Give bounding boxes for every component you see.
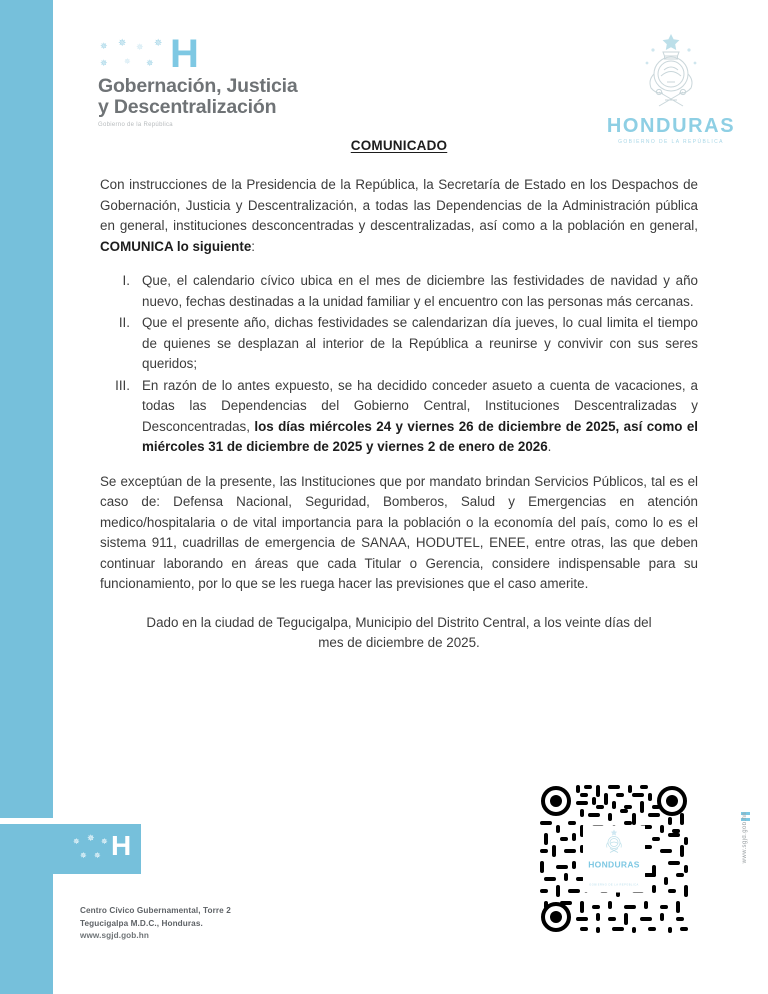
exceptions-paragraph: Se exceptúan de la presente, las Instituciones que por mandato brindan Servicios Públicos, tal es el caso de: Defensa Nacional, Seguridad, Bomberos, Salud y Emergencias en atención medico/hospitalaria o de vital importancia para la población o la economía del país, como lo es el sistema 911, cuadrillas de emergencia de SANAA, HODUTEL, ENEE, entre otras, las que deben continuar laborando en áreas que cada Titular o Gerencia, considere indispensable para su funcionamiento, por lo que se les ruega hacer las previsiones que el caso amerite. [100, 473, 698, 591]
side-website-url: www.sgjd.gob.hn [742, 812, 748, 864]
clause-emphasis-dates: los días miércoles 24 y viernes 26 de diciembre de 2025, así como el miércoles 31 de diciembre de 2025 y viernes 2 de enero de 2026 [142, 418, 698, 454]
star-icon: ✵ [80, 851, 87, 860]
star-icon: ✵ [118, 38, 127, 49]
left-accent-bar-bottom [0, 824, 53, 994]
closing-paragraph: Dado en la ciudad de Tegucigalpa, Municipio del Distrito Central, a los veinte días del mes de diciembre de 2025. [146, 614, 652, 650]
intro-emphasis: COMUNICA lo siguiente [100, 238, 252, 254]
document-body [100, 138, 698, 654]
star-icon: ✵ [101, 837, 108, 846]
footer-address [80, 905, 231, 943]
seal-tagline: GOBIERNO DE LA REPÚBLICA [618, 139, 724, 145]
list-item [100, 271, 698, 312]
clause-tail: . [547, 439, 552, 454]
address-line-2: Tegucigalpa M.D.C., Honduras. [80, 918, 203, 928]
honduras-stars-icon [98, 32, 226, 76]
qr-logo-tagline: GOBIERNO DE LA REPÚBLICA [589, 883, 639, 887]
clause-numeral: III. [115, 377, 130, 393]
star-icon: ✵ [100, 58, 108, 68]
star-icon: ✵ [73, 837, 80, 846]
star-icon: ✵ [154, 38, 163, 49]
clause-numeral: II. [118, 315, 130, 330]
list-item [100, 376, 698, 458]
clause-text: En razón de lo antes expuesto, se ha decidido conceder asueto a cuenta de vacaciones, a todas las Dependencias del Gobierno Central, Instituciones Descentralizadas y Desconcentradas, [142, 377, 698, 434]
list-item [100, 313, 698, 375]
star-icon: ✵ [146, 58, 154, 68]
clause-text: Que, el calendario cívico ubica en el mes de diciembre las festividades de navidad y año nuevo, fechas destinadas a la unidad familiar y el encuentro con las personas más cercanas. [142, 273, 698, 309]
star-icon: ✵ [87, 833, 95, 843]
document-header [53, 30, 768, 145]
ministry-title-line-1: Gobernación, Justicia [98, 75, 298, 97]
ministry-tagline: Gobierno de la República [98, 122, 173, 128]
footer-logo [53, 824, 141, 874]
star-icon: ✵ [94, 851, 101, 860]
star-icon: ✵ [136, 42, 144, 52]
footer-logo-letter: H [111, 830, 132, 861]
qr-logo-name: HONDURAS [588, 859, 640, 870]
qr-code[interactable] [536, 781, 692, 937]
coat-of-arms-icon [596, 30, 746, 116]
ministry-logo-letter: H [170, 32, 198, 76]
page-title: COMUNICADO [350, 138, 448, 153]
star-icon: ✵ [100, 41, 108, 51]
ministry-title-line-2: y Descentralización [98, 96, 277, 118]
star-icon: ✵ [124, 57, 131, 66]
address-line-1: Centro Cívico Gubernamental, Torre 2 [80, 906, 231, 915]
left-accent-bar-top [0, 0, 53, 818]
seal-country-name: HONDURAS [606, 115, 736, 137]
national-seal [596, 30, 746, 145]
intro-tail: : [251, 238, 255, 254]
footer-website[interactable]: www.sgjd.gob.hn [80, 931, 149, 940]
clause-numeral: I. [122, 273, 130, 288]
qr-center-logo [583, 826, 645, 893]
intro-paragraph [100, 175, 698, 257]
clause-list [100, 271, 698, 458]
ministry-title [98, 76, 398, 118]
clause-text: Que el presente año, dichas festividades se calendarizan día jueves, lo cual limita el tiempo de quienes se desplazan al interior de la República a reunirse y convivir con sus seres queridos; [142, 315, 698, 371]
intro-text: Con instrucciones de la Presidencia de la República, la Secretaría de Estado en los Despachos de Gobernación, Justicia y Descentralización, a todas las Dependencias de la Administración pública en general, instituciones desconcentradas y descentralizadas, así como a la población en general, [100, 177, 698, 233]
ministry-brand [98, 32, 398, 128]
